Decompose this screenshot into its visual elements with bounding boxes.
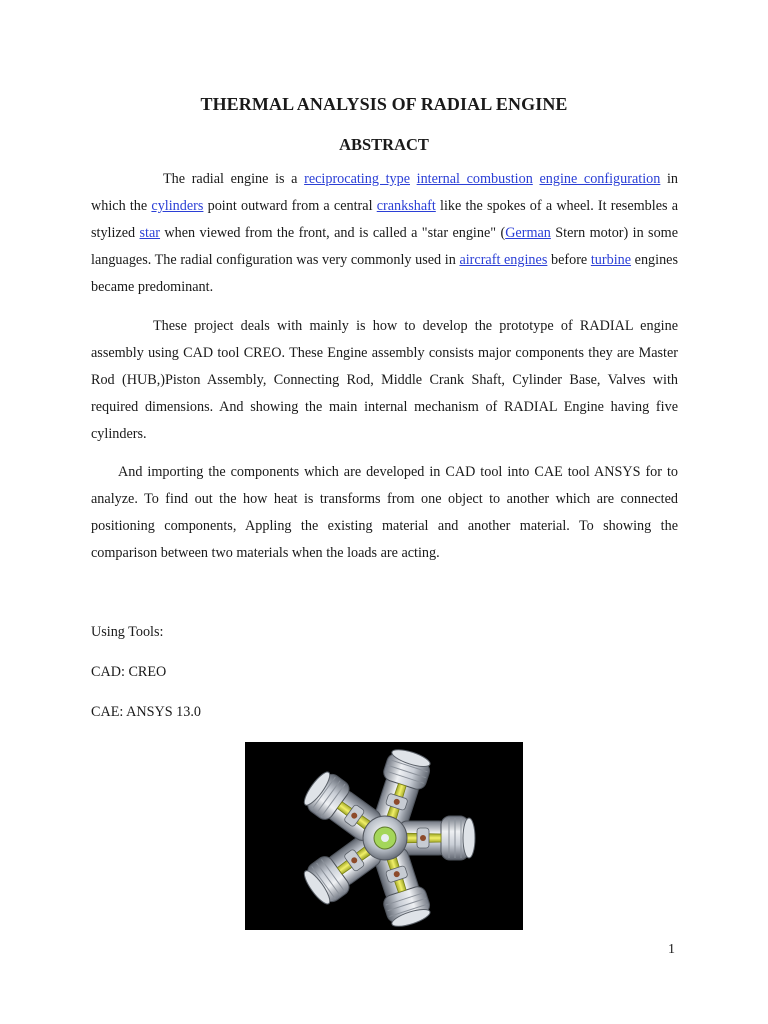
link-aircraft-engines[interactable]: aircraft engines [459,252,548,268]
document-title: THERMAL ANALYSIS OF RADIAL ENGINE [200,94,568,114]
cae-tool-line: CAE: ANSYS 13.0 [91,704,201,720]
link-internal-combustion[interactable]: internal combustion [416,171,533,187]
radial-engine-illustration [245,742,523,930]
link-cylinders[interactable]: cylinders [151,198,204,214]
abstract-paragraph-2: These project deals with mainly is how to develop the prototype of RADIAL engine assembly using CAD tool CREO. These Engine assembly consists major components they are Master Rod (HUB,)Piston Assembly, Connecting Rod, Middle Crank Shaft, Cylinder Base, Valves with required dimensions. And showing the main internal mechanism of RADIAL Engine having five cylinders. [91,318,678,442]
using-tools-label: Using Tools: [91,624,164,640]
page-number: 1 [668,942,675,957]
link-reciprocating-type[interactable]: reciprocating type [304,171,410,187]
radial-engine-figure [245,742,523,930]
link-star[interactable]: star [139,225,161,241]
link-crankshaft[interactable]: crankshaft [376,198,436,214]
link-turbine[interactable]: turbine [590,252,632,268]
abstract-paragraph-3: And importing the components which are developed in CAD tool into CAE tool ANSYS for to analyze. To find out the how heat is transforms from one object to another which are connected positioning components, Appling the existing material and another material. To showing the comparison between two materials when the loads are acting. [91,464,678,561]
abstract-heading: ABSTRACT [339,135,429,154]
cad-tool-line: CAD: CREO [91,664,167,680]
link-engine-configuration[interactable]: engine configuration [539,171,661,187]
link-german[interactable]: German [505,225,551,241]
abstract-paragraph-1: The radial engine is a reciprocating type internal combustion engine configuration in which the cylinders point outward from a central crankshaft like the spokes of a wheel. It resembles a stylized star when viewed from the front, and is called a "star engine" (German Stern motor) in some languages. The radial configuration was very commonly used in aircraft engines before turbine engines became predominant. [91,171,679,295]
